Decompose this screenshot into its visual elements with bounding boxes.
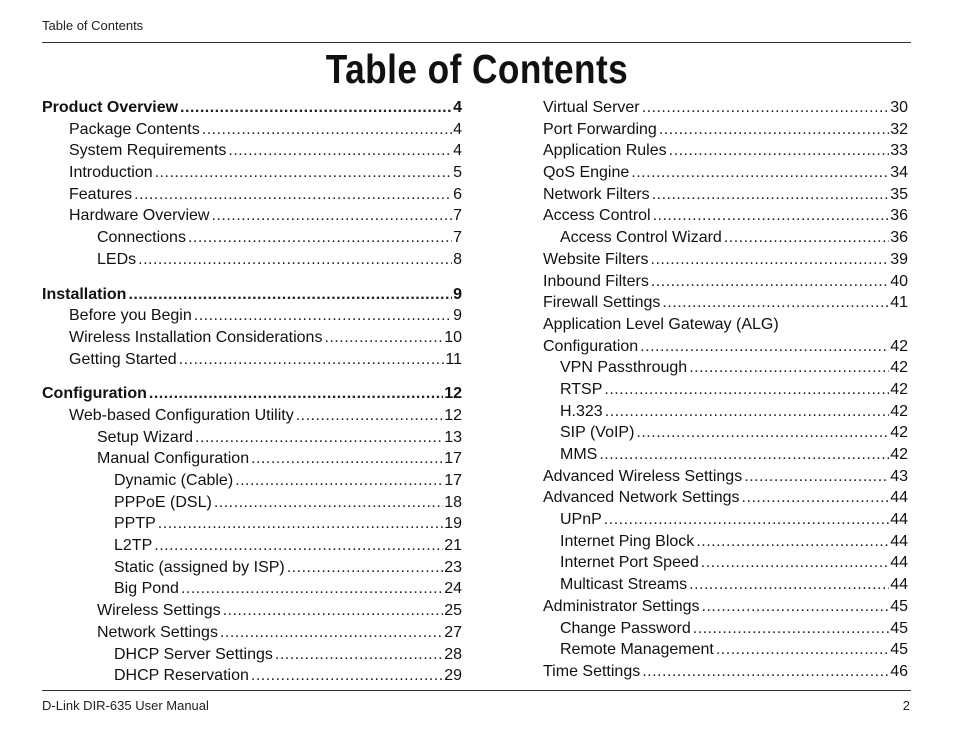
- toc-entry-page: 25: [444, 602, 462, 620]
- toc-entry[interactable]: [42, 513, 462, 535]
- toc-dot-leader: [689, 574, 889, 596]
- toc-entry-label: RTSP: [560, 380, 603, 398]
- toc-dot-leader: [134, 184, 452, 206]
- toc-entry-page: 41: [890, 294, 908, 312]
- toc-entry-label: L2TP: [114, 537, 153, 555]
- toc-dot-leader: [154, 535, 443, 557]
- toc-entry-page: 44: [890, 554, 908, 572]
- toc-entry-label: Network Settings: [97, 623, 218, 641]
- toc-entry-page: 23: [444, 558, 462, 576]
- toc-entry-label: DHCP Server Settings: [114, 645, 273, 663]
- toc-dot-leader: [702, 596, 890, 618]
- toc-dot-leader: [662, 292, 889, 314]
- toc-entry-page: 45: [890, 641, 908, 659]
- toc-entry[interactable]: [543, 97, 908, 119]
- toc-entry-label: Connections: [97, 229, 186, 247]
- toc-entry[interactable]: [42, 305, 462, 327]
- toc-entry[interactable]: [42, 644, 462, 666]
- toc-entry-page: 4: [453, 142, 462, 160]
- toc-dot-leader: [324, 327, 443, 349]
- toc-dot-leader: [651, 249, 890, 271]
- toc-entry-page: 45: [890, 619, 908, 637]
- toc-entry-page: 18: [444, 493, 462, 511]
- toc-entry-page: 44: [890, 532, 908, 550]
- toc-entry[interactable]: [42, 249, 462, 271]
- toc-entry[interactable]: [42, 535, 462, 557]
- toc-dot-leader: [724, 227, 889, 249]
- toc-entry-page: 4: [453, 120, 462, 138]
- toc-dot-leader: [180, 97, 452, 119]
- toc-entry[interactable]: [42, 492, 462, 514]
- toc-entry-label: Application Rules: [543, 142, 667, 160]
- toc-entry-label: UPnP: [560, 511, 602, 529]
- toc-entry-label: DHCP Reservation: [114, 667, 249, 685]
- toc-dot-leader: [651, 271, 889, 293]
- toc-entry[interactable]: [42, 140, 462, 162]
- toc-entry[interactable]: [543, 574, 908, 596]
- toc-entry-page: 4: [453, 99, 462, 116]
- toc-entry[interactable]: [543, 422, 908, 444]
- toc-dot-leader: [636, 422, 889, 444]
- toc-entry-page: 19: [444, 515, 462, 533]
- toc-entry-label: Access Control Wizard: [560, 229, 722, 247]
- toc-entry-label: Application Level Gateway (ALG): [543, 315, 779, 333]
- toc-entry[interactable]: [42, 162, 462, 184]
- toc-entry-label: Static (assigned by ISP): [114, 558, 285, 576]
- toc-dot-leader: [744, 466, 889, 488]
- toc-dot-leader: [155, 162, 452, 184]
- toc-entry-label: Wireless Installation Considerations: [69, 328, 323, 346]
- toc-entry-label: Remote Management: [560, 641, 714, 659]
- toc-entry-page: 11: [445, 350, 462, 368]
- toc-entry[interactable]: [543, 596, 908, 618]
- toc-dot-leader: [742, 487, 890, 509]
- toc-entry-page: 44: [890, 576, 908, 594]
- toc-entry-page: 46: [890, 662, 908, 680]
- toc-dot-leader: [701, 552, 889, 574]
- toc-entry-label: MMS: [560, 446, 598, 463]
- toc-entry[interactable]: [42, 184, 462, 206]
- footer-rule: [42, 690, 911, 691]
- toc-entry-label: Introduction: [69, 164, 153, 182]
- toc-entry[interactable]: [543, 509, 908, 531]
- toc-entry[interactable]: [42, 119, 462, 141]
- toc-entry-page: 8: [453, 250, 462, 268]
- toc-entry-label: Advanced Network Settings: [543, 489, 740, 507]
- toc-dot-leader: [640, 336, 889, 358]
- toc-entry-label: Manual Configuration: [97, 450, 250, 468]
- toc-entry-page: 9: [453, 307, 462, 325]
- toc-entry-page: 34: [890, 164, 908, 182]
- toc-dot-leader: [128, 284, 452, 306]
- page-title: Table of Contents: [325, 46, 629, 92]
- toc-entry-page: 17: [444, 450, 462, 468]
- toc-dot-leader: [296, 405, 444, 427]
- toc-entry-label: LEDs: [97, 250, 137, 268]
- toc-dot-leader: [220, 622, 443, 644]
- toc-entry-page: 42: [890, 380, 908, 398]
- toc-entry-page: 36: [890, 207, 908, 225]
- toc-entry[interactable]: [42, 97, 462, 119]
- toc-dot-leader: [605, 401, 890, 423]
- toc-dot-leader: [228, 140, 452, 162]
- toc-entry[interactable]: [543, 292, 908, 314]
- toc-dot-leader: [652, 184, 890, 206]
- toc-entry[interactable]: [543, 661, 908, 683]
- toc-entry[interactable]: [543, 466, 908, 488]
- toc-entry-page: 44: [890, 511, 908, 529]
- toc-entry-label: QoS Engine: [543, 164, 630, 182]
- toc-entry-label: VPN Passthrough: [560, 359, 688, 377]
- toc-dot-leader: [188, 227, 452, 249]
- toc-entry-label: Wireless Settings: [97, 602, 221, 620]
- toc-entry-page: 43: [890, 467, 908, 485]
- toc-entry-page: 6: [453, 185, 462, 203]
- toc-entry-page: 42: [890, 359, 908, 377]
- toc-entry[interactable]: [543, 205, 908, 227]
- toc-entry[interactable]: [543, 336, 908, 358]
- toc-dot-leader: [669, 140, 890, 162]
- toc-left-column: [42, 97, 462, 687]
- toc-entry[interactable]: [543, 249, 908, 271]
- toc-entry-label: Access Control: [543, 207, 651, 225]
- toc-entry-page: 42: [890, 402, 908, 420]
- toc-entry-label: Network Filters: [543, 185, 650, 203]
- toc-entry-page: 35: [890, 185, 908, 203]
- toc-dot-leader: [211, 205, 452, 227]
- toc-entry[interactable]: [42, 622, 462, 644]
- toc-entry-page: 27: [444, 623, 462, 641]
- toc-entry-label: Setup Wizard: [97, 428, 194, 446]
- toc-entry-page: 12: [444, 385, 462, 403]
- toc-entry-label: Package Contents: [69, 120, 200, 138]
- toc-dot-leader: [158, 513, 443, 535]
- toc-entry-page: 45: [890, 597, 908, 615]
- toc-entry-page: 7: [453, 207, 462, 225]
- toc-entry[interactable]: [543, 639, 908, 661]
- toc-entry-page: 42: [890, 446, 908, 463]
- toc-dot-leader: [642, 661, 889, 683]
- toc-entry-page: 42: [890, 424, 908, 442]
- footer-manual-name: D-Link DIR-635 User Manual: [42, 698, 209, 713]
- toc-entry[interactable]: [543, 271, 908, 293]
- toc-entry[interactable]: [42, 600, 462, 622]
- toc-entry-page: 40: [890, 272, 908, 290]
- toc-entry-page: 42: [890, 337, 908, 355]
- toc-dot-leader: [642, 97, 890, 119]
- toc-entry[interactable]: [543, 314, 908, 336]
- toc-entry-label: Product Overview: [42, 99, 179, 116]
- toc-entry[interactable]: [543, 184, 908, 206]
- toc-entry[interactable]: [543, 552, 908, 574]
- toc-dot-leader: [716, 639, 889, 661]
- toc-entry-label: Firewall Settings: [543, 294, 661, 312]
- toc-entry-label: H.323: [560, 402, 603, 420]
- toc-entry[interactable]: [543, 531, 908, 553]
- toc-entry-page: 21: [444, 537, 462, 555]
- toc-entry-page: 33: [890, 142, 908, 160]
- toc-entry[interactable]: [42, 205, 462, 227]
- toc-entry[interactable]: [42, 448, 462, 470]
- toc-dot-leader: [251, 448, 443, 470]
- toc-entry[interactable]: [42, 405, 462, 427]
- toc-entry-label: Hardware Overview: [69, 207, 210, 225]
- toc-dot-leader: [696, 531, 889, 553]
- toc-entry-page: 44: [890, 489, 908, 507]
- toc-entry-label: Getting Started: [69, 350, 177, 368]
- toc-dot-leader: [689, 357, 889, 379]
- toc-dot-leader: [693, 618, 889, 640]
- toc-entry[interactable]: [42, 227, 462, 249]
- toc-entry[interactable]: [543, 444, 908, 466]
- toc-entry-page: 39: [890, 250, 908, 268]
- toc-entry-page: 5: [453, 164, 462, 182]
- toc-entry-page: 12: [444, 406, 462, 424]
- toc-dot-leader: [599, 444, 889, 466]
- toc-entry-label: PPTP: [114, 515, 156, 533]
- toc-entry-label: Multicast Streams: [560, 576, 688, 594]
- toc-entry[interactable]: [543, 401, 908, 423]
- toc-entry-label: Inbound Filters: [543, 272, 649, 290]
- toc-entry-page: 30: [890, 99, 908, 116]
- toc-entry-label: Dynamic (Cable): [114, 472, 234, 489]
- toc-entry-label: Advanced Wireless Settings: [543, 467, 743, 485]
- toc-entry[interactable]: [42, 327, 462, 349]
- toc-entry-page: 9: [453, 285, 462, 303]
- toc-dot-leader: [659, 119, 889, 141]
- toc-dot-leader: [275, 644, 443, 666]
- toc-entry[interactable]: [42, 578, 462, 600]
- toc-entry-page: 36: [890, 229, 908, 247]
- toc-dot-leader: [235, 470, 443, 492]
- toc-entry[interactable]: [42, 557, 462, 579]
- toc-dot-leader: [223, 600, 444, 622]
- toc-entry-page: 28: [444, 645, 462, 663]
- toc-entry-page: 17: [444, 472, 462, 489]
- toc-entry-label: Installation: [42, 285, 127, 303]
- toc-entry[interactable]: [42, 383, 462, 405]
- toc-entry-label: Configuration: [543, 337, 639, 355]
- toc-entry[interactable]: [543, 487, 908, 509]
- toc-entry[interactable]: [543, 357, 908, 379]
- toc-entry-label: Change Password: [560, 619, 691, 637]
- toc-dot-leader: [149, 383, 443, 405]
- toc-dot-leader: [138, 249, 452, 271]
- toc-entry[interactable]: [543, 162, 908, 184]
- toc-dot-leader: [195, 427, 443, 449]
- toc-dot-leader: [287, 557, 443, 579]
- toc-entry-page: 32: [890, 120, 908, 138]
- toc-entry-page: 13: [444, 428, 462, 446]
- toc-dot-leader: [202, 119, 452, 141]
- toc-dot-leader: [604, 509, 889, 531]
- toc-entry-label: Features: [69, 185, 133, 203]
- toc-entry[interactable]: [42, 349, 462, 371]
- toc-entry-page: 29: [444, 667, 462, 685]
- toc-dot-leader: [604, 379, 889, 401]
- toc-entry-page: 10: [444, 328, 462, 346]
- footer-page-number: 2: [902, 698, 910, 713]
- toc-entry-label: Internet Ping Block: [560, 532, 695, 550]
- toc-entry[interactable]: [543, 227, 908, 249]
- toc-entry-label: Configuration: [42, 385, 147, 403]
- toc-dot-leader: [214, 492, 443, 514]
- toc-dot-leader: [631, 162, 889, 184]
- toc-entry[interactable]: [42, 284, 462, 306]
- toc-entry-label: Internet Port Speed: [560, 554, 699, 572]
- toc-dot-leader: [251, 665, 443, 687]
- toc-dot-leader: [179, 349, 445, 371]
- toc-entry-label: Time Settings: [543, 662, 641, 680]
- toc-entry[interactable]: [543, 618, 908, 640]
- toc-entry-label: Port Forwarding: [543, 120, 657, 138]
- toc-dot-leader: [181, 578, 443, 600]
- header-rule: [42, 42, 911, 43]
- toc-entry-label: System Requirements: [69, 142, 227, 160]
- toc-dot-leader: [653, 205, 890, 227]
- toc-entry-label: Big Pond: [114, 580, 179, 598]
- toc-right-column: [543, 97, 908, 683]
- toc-entry[interactable]: [42, 427, 462, 449]
- toc-entry[interactable]: [543, 119, 908, 141]
- toc-entry-page: 24: [444, 580, 462, 598]
- toc-entry-label: Web-based Configuration Utility: [69, 406, 294, 424]
- toc-dot-leader: [194, 305, 452, 327]
- toc-entry-label: Virtual Server: [543, 99, 640, 116]
- toc-entry-label: Administrator Settings: [543, 597, 700, 615]
- running-header: Table of Contents: [42, 18, 144, 33]
- toc-entry-label: SIP (VoIP): [560, 424, 635, 442]
- toc-entry-label: Website Filters: [543, 250, 649, 268]
- toc-entry[interactable]: [543, 140, 908, 162]
- toc-entry[interactable]: [42, 470, 462, 492]
- toc-entry-label: Before you Begin: [69, 307, 192, 325]
- toc-entry-page: 7: [453, 229, 462, 247]
- toc-entry-label: PPPoE (DSL): [114, 493, 212, 511]
- toc-entry[interactable]: [42, 665, 462, 687]
- toc-entry[interactable]: [543, 379, 908, 401]
